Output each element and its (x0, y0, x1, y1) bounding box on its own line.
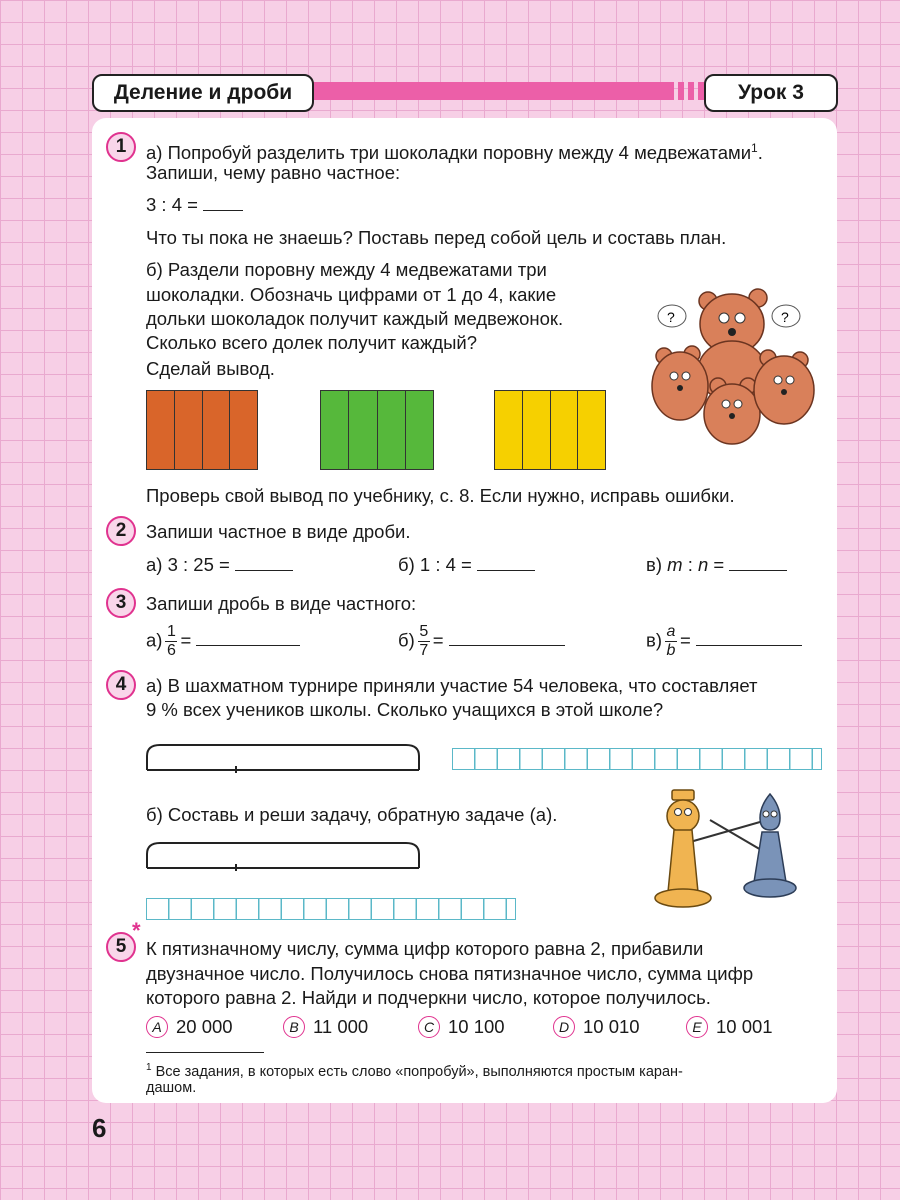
task1-check: Проверь свой вывод по учебнику, с. 8. Если нужно, исправь ошибки. (146, 485, 735, 506)
task-number-5: 5 (106, 932, 136, 962)
answer-option-c[interactable]: C 10 100 (418, 1016, 505, 1038)
task1-line-a2: Запиши, чему равно частное: (146, 162, 401, 183)
chocolate-bar[interactable] (146, 390, 258, 470)
question-mark-left: ? (667, 309, 675, 325)
header-stripe (300, 82, 670, 100)
answer-cells[interactable] (146, 898, 516, 920)
chocolate-piece[interactable] (147, 391, 175, 469)
answer-blank[interactable] (235, 552, 293, 571)
answer-cells[interactable] (452, 748, 822, 770)
chocolate-piece[interactable] (378, 391, 406, 469)
task3-c: в) $\frac{a}{b}$ = (646, 624, 802, 659)
answer-blank[interactable] (729, 552, 787, 571)
task1-line-b2: шоколадки. Обозначь цифрами от 1 до 4, какие (146, 284, 557, 305)
fraction: $\frac{1}{6}$ (167, 623, 176, 659)
option-letter: D (553, 1016, 575, 1038)
answer-option-b[interactable]: B 11 000 (283, 1016, 368, 1038)
task2-b: б) 1 : 4 = (398, 552, 535, 578)
option-letter: B (283, 1016, 305, 1038)
answer-blank[interactable] (203, 192, 243, 211)
footnote-line-2: дашом. (146, 1080, 197, 1096)
chocolate-piece[interactable] (523, 391, 551, 469)
header-stripe-ticks (668, 82, 708, 100)
task1-line-b5: Сделай вывод. (146, 358, 275, 379)
task1-line-b1: б) Раздели поровну между 4 медвежатами три (146, 259, 547, 280)
bears-illustration (640, 276, 822, 446)
task1-equation: 3 : 4 = (146, 192, 243, 218)
task4-line-a2: 9 % всех учеников школы. Сколько учащихся в этой школе? (146, 699, 664, 720)
page-number: 6 (92, 1113, 107, 1143)
task4-line-a1: а) В шахматном турнире приняли участие 54 человека, что составляет (146, 675, 758, 696)
fraction: $\frac{a}{b}$ (666, 623, 676, 659)
task5-line-2: двузначное число. Получилось снова пятизначное число, сумма цифр (146, 963, 754, 984)
footnote-ref: 1 (751, 141, 758, 155)
answer-option-a[interactable]: A 20 000 (146, 1016, 233, 1038)
task-number-1: 1 (106, 132, 136, 162)
segment-diagram (144, 742, 424, 776)
task-number-4: 4 (106, 670, 136, 700)
task2-text: Запиши частное в виде дроби. (146, 521, 411, 542)
chocolate-piece[interactable] (230, 391, 257, 469)
answer-option-e[interactable]: E 10 001 (686, 1016, 773, 1038)
chocolate-piece[interactable] (406, 391, 433, 469)
chocolate-piece[interactable] (349, 391, 377, 469)
task5-line-3: которого равна 2. Найди и подчеркни число, которое получилось. (146, 987, 711, 1008)
task2-a: а) 3 : 25 = (146, 552, 293, 578)
task4-line-b: б) Составь и реши задачу, обратную задаче (а). (146, 804, 558, 825)
footnote-line-1: $^1$ Все задания, в которых есть слово «попробуй», выполняются простым каран- (146, 1062, 683, 1080)
chocolate-piece[interactable] (578, 391, 605, 469)
task1-line-b3: дольки шоколадок получит каждый медвежонок. (146, 308, 564, 329)
chocolate-bar[interactable] (494, 390, 606, 470)
task3-text: Запиши дробь в виде частного: (146, 593, 417, 614)
option-letter: A (146, 1016, 168, 1038)
option-letter: E (686, 1016, 708, 1038)
answer-option-d[interactable]: D 10 010 (553, 1016, 640, 1038)
chocolate-piece[interactable] (175, 391, 203, 469)
chocolate-bar[interactable] (320, 390, 434, 470)
task3-b: б) $\frac{5}{7}$ = (398, 624, 565, 659)
task-number-2: 2 (106, 516, 136, 546)
answer-blank[interactable] (449, 627, 565, 646)
task5-line-1: К пятизначному числу, сумма цифр которого равна 2, прибавили (146, 938, 704, 959)
task1-line-b4: Сколько всего долек получит каждый? (146, 332, 478, 353)
option-letter: C (418, 1016, 440, 1038)
chocolate-piece[interactable] (321, 391, 349, 469)
star-mark: * (132, 918, 141, 943)
chess-pieces-illustration (650, 780, 820, 920)
answer-blank[interactable] (696, 627, 802, 646)
chocolate-piece[interactable] (203, 391, 231, 469)
answer-blank[interactable] (477, 552, 535, 571)
topic-title: Деление и дроби (92, 74, 314, 112)
question-mark-right: ? (781, 309, 789, 325)
task2-c: в) m : n = (646, 552, 787, 578)
segment-diagram (144, 840, 424, 874)
lesson-title: Урок 3 (704, 74, 838, 112)
footnote-divider (146, 1052, 264, 1053)
chocolate-piece[interactable] (551, 391, 579, 469)
fraction: $\frac{5}{7}$ (419, 623, 429, 659)
answer-blank[interactable] (196, 627, 300, 646)
task1-line-a4: Что ты пока не знаешь? Поставь перед собой цель и составь план. (146, 227, 727, 248)
chocolate-piece[interactable] (495, 391, 523, 469)
task-number-3: 3 (106, 588, 136, 618)
task3-a: а) $\frac{1}{6}$ = (146, 624, 300, 659)
task1-line-a1: а) Попробуй разделить три шоколадки поровну между 4 медвежатами$^1$. (146, 141, 763, 164)
